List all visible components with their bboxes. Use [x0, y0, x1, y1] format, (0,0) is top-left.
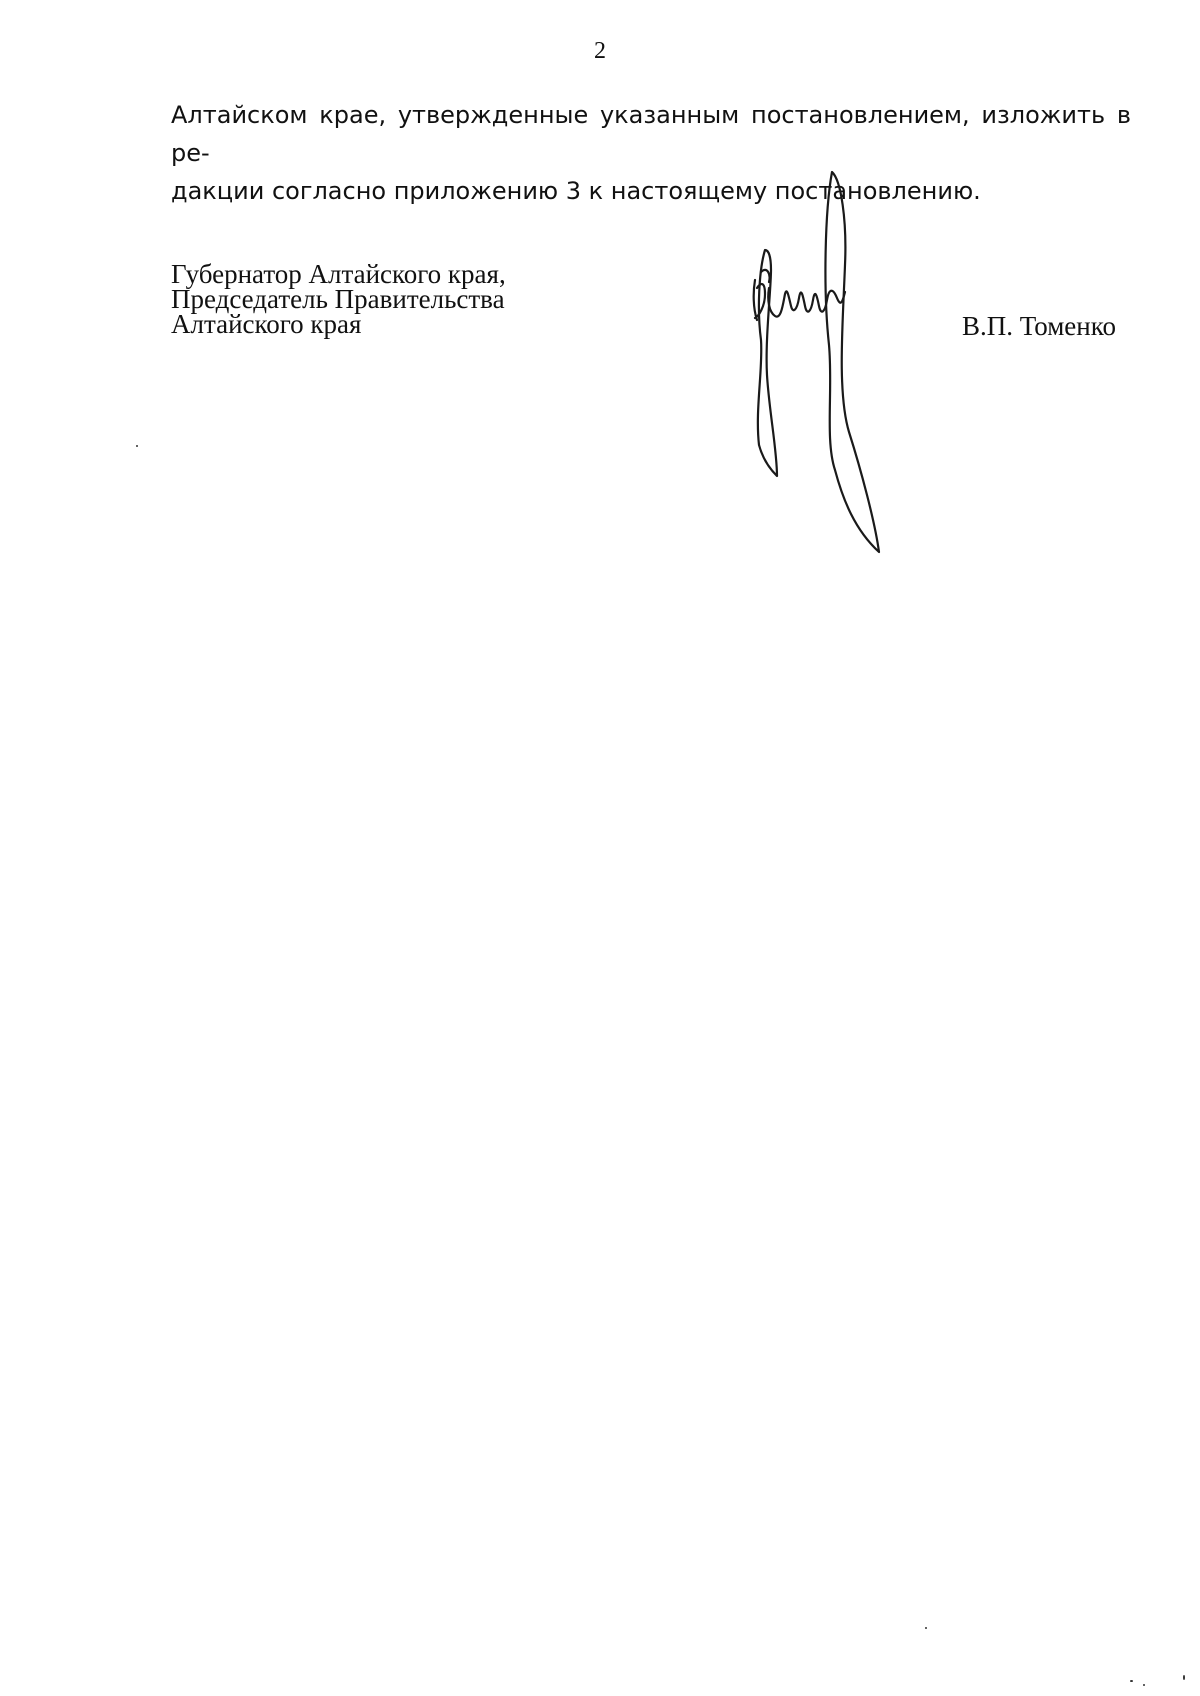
body-paragraph [171, 96, 1131, 210]
signatory-title-line: Алтайского края [171, 309, 362, 339]
handwritten-signature [725, 170, 900, 555]
scan-speck [1183, 1675, 1185, 1680]
scan-speck [136, 445, 138, 447]
scan-speck [1130, 1680, 1133, 1682]
signatory-title-line: Губернатор Алтайского края, [171, 259, 506, 289]
scan-speck [925, 1627, 927, 1629]
signer-name: В.П. Томенко [962, 311, 1116, 341]
signatory-title [171, 259, 506, 339]
body-line: дакции согласно приложению 3 к настоящему постановлению. [171, 177, 981, 205]
signatory-title-line: Председатель Правительства [171, 284, 505, 314]
scan-speck [1143, 1684, 1145, 1686]
body-line: Алтайском крае, утвержденные указанным постановлением, изложить в ре- [171, 101, 1131, 167]
page-number: 2 [594, 38, 606, 64]
